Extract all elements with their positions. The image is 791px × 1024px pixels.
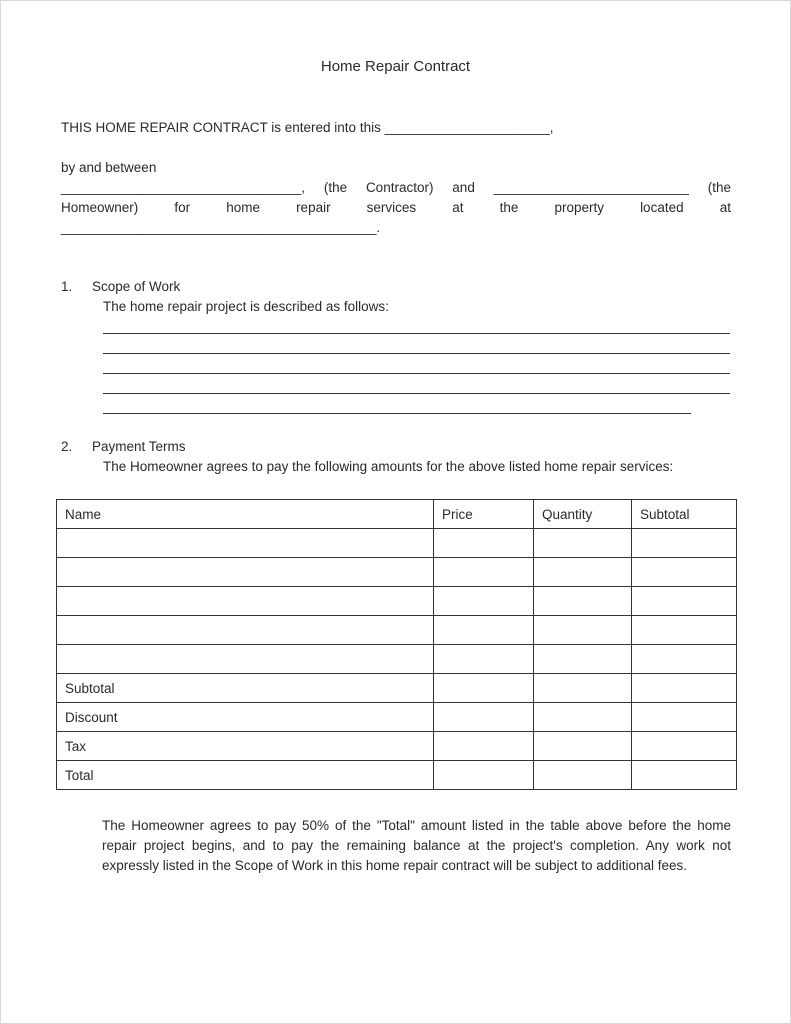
table-cell[interactable] <box>434 674 534 703</box>
table-cell[interactable] <box>434 703 534 732</box>
scope-line-4[interactable] <box>103 393 730 394</box>
word: Contractor) <box>365 180 434 195</box>
intro-line-2: by and between <box>61 160 157 175</box>
table-row <box>57 587 737 616</box>
payment-table <box>56 499 737 790</box>
table-cell[interactable] <box>534 674 632 703</box>
table-row <box>57 558 737 587</box>
table-cell[interactable] <box>534 703 632 732</box>
section-1-description: The home repair project is described as follows: <box>103 299 389 314</box>
scope-line-2[interactable] <box>103 353 730 354</box>
table-cell[interactable] <box>57 558 434 587</box>
intro-line-3 <box>61 180 731 195</box>
table-cell[interactable] <box>534 616 632 645</box>
word: (the <box>323 180 348 195</box>
table-cell[interactable] <box>632 529 737 558</box>
closing-paragraph: The Homeowner agrees to pay 50% of the "Total" amount listed in the table above before the home repair project begins, and to pay the remaining balance at the project's completion. Any work not expressly listed in the Scope of Work in this home repair contract will be subject to additional fees. <box>102 818 731 873</box>
table-cell[interactable] <box>632 616 737 645</box>
table-cell[interactable] <box>534 645 632 674</box>
table-cell[interactable] <box>632 674 737 703</box>
summary-label: Tax <box>57 732 434 761</box>
table-cell[interactable] <box>57 529 434 558</box>
date-blank[interactable]: ______________________, <box>384 120 554 135</box>
word: property <box>554 200 604 215</box>
homeowner-blank[interactable]: __________________________ <box>493 180 689 195</box>
word: at <box>452 200 464 215</box>
table-cell[interactable] <box>632 761 737 790</box>
word: the <box>499 200 519 215</box>
header-price: Price <box>434 500 534 529</box>
table-cell[interactable] <box>632 732 737 761</box>
summary-row-total <box>57 761 737 790</box>
table-cell[interactable] <box>534 558 632 587</box>
word: and <box>452 180 475 195</box>
property-blank[interactable]: __________________________________________. <box>61 220 381 235</box>
table-row <box>57 645 737 674</box>
scope-line-1[interactable] <box>103 333 730 334</box>
summary-label: Total <box>57 761 434 790</box>
table-cell[interactable] <box>434 761 534 790</box>
summary-label: Discount <box>57 703 434 732</box>
summary-row-subtotal <box>57 674 737 703</box>
summary-row-tax <box>57 732 737 761</box>
table-cell[interactable] <box>632 558 737 587</box>
summary-label: Subtotal <box>57 674 434 703</box>
section-1-number: 1. <box>61 279 73 294</box>
table-cell[interactable] <box>57 587 434 616</box>
scope-line-5[interactable] <box>103 413 691 414</box>
table-cell[interactable] <box>434 645 534 674</box>
table-cell[interactable] <box>434 616 534 645</box>
table-cell[interactable] <box>434 587 534 616</box>
summary-row-discount <box>57 703 737 732</box>
table-cell[interactable] <box>534 761 632 790</box>
word: services <box>366 200 417 215</box>
word: home <box>226 200 260 215</box>
table-cell[interactable] <box>434 529 534 558</box>
table-cell[interactable] <box>534 587 632 616</box>
table-cell[interactable] <box>632 703 737 732</box>
header-subtotal: Subtotal <box>632 500 737 529</box>
table-cell[interactable] <box>434 558 534 587</box>
table-row <box>57 616 737 645</box>
section-2-description: The Homeowner agrees to pay the following amounts for the above listed home repair services: <box>103 459 674 474</box>
table-cell[interactable] <box>534 529 632 558</box>
table-header-row <box>57 500 737 529</box>
document-title: Home Repair Contract <box>320 58 471 75</box>
intro-text: THIS HOME REPAIR CONTRACT is entered into this <box>61 120 381 135</box>
intro-line-1 <box>61 120 554 135</box>
scope-line-3[interactable] <box>103 373 730 374</box>
word: Homeowner) <box>61 200 139 215</box>
table-cell[interactable] <box>632 645 737 674</box>
word: for <box>174 200 191 215</box>
table-row <box>57 529 737 558</box>
section-1-heading: Scope of Work <box>92 279 181 294</box>
section-2-heading: Payment Terms <box>92 439 186 454</box>
header-quantity: Quantity <box>534 500 632 529</box>
table-cell[interactable] <box>434 732 534 761</box>
table-cell[interactable] <box>57 645 434 674</box>
table-cell[interactable] <box>57 616 434 645</box>
word: (the <box>707 180 731 195</box>
section-2-number: 2. <box>61 439 73 454</box>
word: at <box>719 200 731 215</box>
table-cell[interactable] <box>632 587 737 616</box>
intro-line-4 <box>61 200 731 215</box>
header-name: Name <box>57 500 434 529</box>
table-cell[interactable] <box>534 732 632 761</box>
word: located <box>640 200 684 215</box>
contractor-blank[interactable]: ________________________________, <box>61 180 306 195</box>
word: repair <box>296 200 331 215</box>
